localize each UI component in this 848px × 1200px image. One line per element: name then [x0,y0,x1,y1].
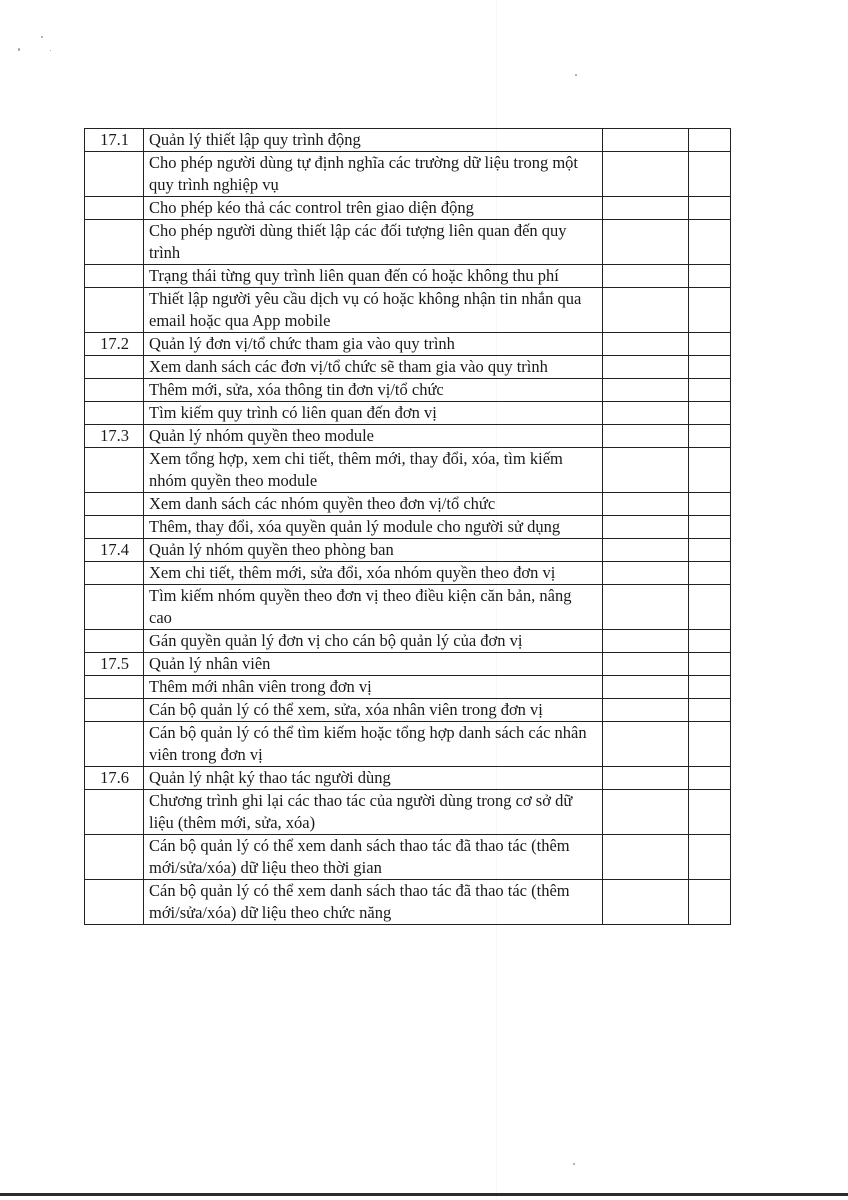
section-number [85,288,144,333]
section-number [85,197,144,220]
scan-speck [50,50,51,51]
empty-cell [689,197,731,220]
requirement-text: Xem danh sách các nhóm quyền theo đơn vị/tổ chức [144,493,603,516]
table-row [85,585,731,630]
empty-cell [603,722,689,767]
section-heading: Quản lý đơn vị/tổ chức tham gia vào quy trình [144,333,603,356]
section-number [85,630,144,653]
table-row [85,767,731,790]
section-number [85,516,144,539]
table-row [85,129,731,152]
empty-cell [689,790,731,835]
empty-cell [603,630,689,653]
requirement-text: Cán bộ quản lý có thể tìm kiếm hoặc tổng hợp danh sách các nhân viên trong đơn vị [144,722,603,767]
empty-cell [689,880,731,925]
table-row [85,333,731,356]
empty-cell [689,516,731,539]
requirement-text: Tìm kiếm quy trình có liên quan đến đơn vị [144,402,603,425]
section-number [85,835,144,880]
scan-bottom-edge [0,1193,848,1196]
empty-cell [689,835,731,880]
empty-cell [603,129,689,152]
empty-cell [689,767,731,790]
requirement-text: Cán bộ quản lý có thể xem, sửa, xóa nhân viên trong đơn vị [144,699,603,722]
scan-speck [573,1163,575,1165]
section-number: 17.4 [85,539,144,562]
section-number: 17.5 [85,653,144,676]
empty-cell [689,265,731,288]
section-heading: Quản lý thiết lập quy trình động [144,129,603,152]
table-row [85,562,731,585]
section-number [85,152,144,197]
empty-cell [689,379,731,402]
requirement-text: Cán bộ quản lý có thể xem danh sách thao tác đã thao tác (thêm mới/sửa/xóa) dữ liệu theo thời gian [144,835,603,880]
empty-cell [689,630,731,653]
table-row [85,493,731,516]
section-number [85,265,144,288]
table-row [85,630,731,653]
table-row [85,835,731,880]
section-number [85,676,144,699]
section-number [85,880,144,925]
requirement-text: Cán bộ quản lý có thể xem danh sách thao tác đã thao tác (thêm mới/sửa/xóa) dữ liệu theo chức năng [144,880,603,925]
scan-speck [575,74,577,76]
empty-cell [603,790,689,835]
empty-cell [603,585,689,630]
empty-cell [689,152,731,197]
empty-cell [603,356,689,379]
section-number [85,448,144,493]
empty-cell [689,402,731,425]
table-row [85,288,731,333]
table-row [85,880,731,925]
empty-cell [603,676,689,699]
empty-cell [603,265,689,288]
empty-cell [603,197,689,220]
requirement-text: Thêm mới, sửa, xóa thông tin đơn vị/tổ chức [144,379,603,402]
requirement-text: Cho phép người dùng thiết lập các đối tượng liên quan đến quy trình [144,220,603,265]
table-row [85,265,731,288]
section-number [85,220,144,265]
requirement-text: Xem tổng hợp, xem chi tiết, thêm mới, thay đổi, xóa, tìm kiếm nhóm quyền theo module [144,448,603,493]
section-number: 17.6 [85,767,144,790]
section-heading: Quản lý nhật ký thao tác người dùng [144,767,603,790]
empty-cell [689,220,731,265]
section-heading: Quản lý nhóm quyền theo phòng ban [144,539,603,562]
section-number [85,493,144,516]
requirement-text: Cho phép người dùng tự định nghĩa các trường dữ liệu trong một quy trình nghiệp vụ [144,152,603,197]
requirements-table [84,128,731,925]
section-number: 17.2 [85,333,144,356]
table-row [85,539,731,562]
empty-cell [689,356,731,379]
empty-cell [689,129,731,152]
table-row [85,220,731,265]
empty-cell [603,699,689,722]
table-row [85,653,731,676]
table-row [85,402,731,425]
empty-cell [689,585,731,630]
empty-cell [603,493,689,516]
requirement-text: Thêm mới nhân viên trong đơn vị [144,676,603,699]
empty-cell [603,288,689,333]
empty-cell [689,448,731,493]
empty-cell [603,448,689,493]
empty-cell [603,835,689,880]
empty-cell [603,562,689,585]
table-row [85,516,731,539]
table-row [85,790,731,835]
scan-speck [41,36,43,38]
section-number [85,356,144,379]
section-heading: Quản lý nhóm quyền theo module [144,425,603,448]
empty-cell [603,152,689,197]
section-number [85,562,144,585]
table-row [85,356,731,379]
empty-cell [689,425,731,448]
empty-cell [689,493,731,516]
empty-cell [689,333,731,356]
empty-cell [689,539,731,562]
empty-cell [689,288,731,333]
empty-cell [603,402,689,425]
empty-cell [603,539,689,562]
empty-cell [603,379,689,402]
table-row [85,425,731,448]
requirement-text: Gán quyền quản lý đơn vị cho cán bộ quản lý của đơn vị [144,630,603,653]
scan-speck [18,48,20,51]
empty-cell [603,516,689,539]
section-number: 17.3 [85,425,144,448]
table-row [85,676,731,699]
table-row [85,152,731,197]
empty-cell [689,653,731,676]
section-heading: Quản lý nhân viên [144,653,603,676]
requirement-text: Cho phép kéo thả các control trên giao diện động [144,197,603,220]
section-number [85,585,144,630]
empty-cell [603,425,689,448]
requirement-text: Trạng thái từng quy trình liên quan đến có hoặc không thu phí [144,265,603,288]
table-row [85,448,731,493]
table-row [85,722,731,767]
empty-cell [603,333,689,356]
table-row [85,379,731,402]
table-row [85,699,731,722]
section-number [85,790,144,835]
empty-cell [603,767,689,790]
empty-cell [689,676,731,699]
empty-cell [603,653,689,676]
requirement-text: Chương trình ghi lại các thao tác của người dùng trong cơ sở dữ liệu (thêm mới, sửa, xóa) [144,790,603,835]
requirement-text: Thiết lập người yêu cầu dịch vụ có hoặc không nhận tin nhắn qua email hoặc qua App mobile [144,288,603,333]
empty-cell [689,562,731,585]
section-number: 17.1 [85,129,144,152]
section-number [85,379,144,402]
empty-cell [689,699,731,722]
section-number [85,722,144,767]
table-row [85,197,731,220]
requirement-text: Xem chi tiết, thêm mới, sửa đổi, xóa nhóm quyền theo đơn vị [144,562,603,585]
section-number [85,402,144,425]
section-number [85,699,144,722]
requirement-text: Xem danh sách các đơn vị/tổ chức sẽ tham gia vào quy trình [144,356,603,379]
empty-cell [603,880,689,925]
empty-cell [689,722,731,767]
requirement-text: Tìm kiếm nhóm quyền theo đơn vị theo điều kiện căn bản, nâng cao [144,585,603,630]
empty-cell [603,220,689,265]
requirement-text: Thêm, thay đổi, xóa quyền quản lý module cho người sử dụng [144,516,603,539]
